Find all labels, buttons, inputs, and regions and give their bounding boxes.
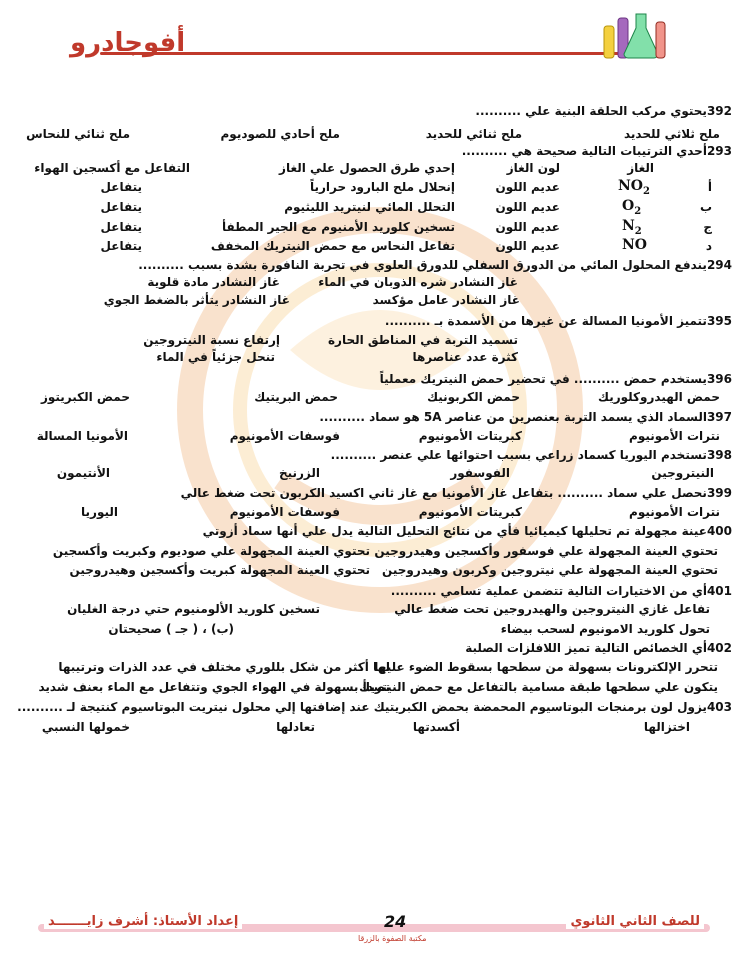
question-398: 398تستخدم اليوريا كسماد زراعي بسبب احتوائها علي عنصر .......... <box>330 448 732 462</box>
q399-option-4: اليوريا <box>81 505 118 519</box>
question-395: 395تتميز الأمونيا المسالة عن غيرها من الأسمدة بـ .......... <box>384 314 732 328</box>
q398-option-1: النيتروجين <box>651 466 714 480</box>
q293-row-c-reaction: يتفاعل <box>100 220 142 234</box>
q399-option-3: فوسفات الأمونيوم <box>229 505 340 519</box>
q293-header-method: إحدي طرق الحصول علي الغاز <box>279 161 455 175</box>
q293-row-b-color: عديم اللون <box>495 200 560 214</box>
q403-option-2: أكسدتها <box>412 720 460 734</box>
q294-option-1: غاز النشادر شره الذوبان في الماء <box>318 275 518 289</box>
q293-row-c-gas: $N_2$ <box>622 218 642 237</box>
question-401: 401أي من الاختيارات التالية تتضمن عملية تسامي .......... <box>390 584 732 598</box>
q403-option-4: خمولها النسبي <box>41 720 130 734</box>
q392-option-3: ملح أحادي للصوديوم <box>220 127 340 141</box>
question-403: 403يزول لون برمنجات البوتاسيوم المحمضة بحمض الكبريتيك عند إضافتها إلي محلول نيتريت البوتاسيوم كنتيجة لـ .......... <box>17 700 732 714</box>
q293-row-a-method: إنحلال ملح البارود حرارياً <box>310 180 455 194</box>
q396-option-3: حمض البريتيك <box>254 390 338 404</box>
q392-option-2: ملح ثنائي للحديد <box>425 127 522 141</box>
q401-option-4: (ب) ، ( جـ ) صحيحتان <box>108 622 234 636</box>
q396-option-4: حمض الكبريتوز <box>40 390 130 404</box>
q293-row-a-gas: $NO_2$ <box>618 178 650 197</box>
page-title: أفوجادرو <box>70 28 186 58</box>
q399-option-2: كبريتات الأمونيوم <box>418 505 522 519</box>
q401-option-1: تفاعل غازي النيتروجين والهيدروجين تحت ضغط عالي <box>394 602 710 616</box>
q397-option-2: كبريتات الأمونيوم <box>418 429 522 443</box>
page-number: 24 <box>384 912 407 931</box>
q402-option-4: تصدأ بسهولة في الهواء الجوي وتتفاعل مع الماء بعنف شديد <box>38 680 390 694</box>
q396-option-1: حمض الهيدروكلوريك <box>598 390 720 404</box>
q397-option-4: الأمونيا المسالة <box>36 429 128 443</box>
question-402: 402أي الخصائص التالية تميز اللافلزات الصلبة <box>465 641 732 655</box>
q392-option-4: ملح ثنائي للنحاس <box>26 127 130 141</box>
q293-row-b-reaction: يتفاعل <box>100 200 142 214</box>
q398-option-2: الفوسفور <box>450 466 510 480</box>
q400-option-2: تحتوي العينة المجهولة علي صوديوم وكبريت وأكسجين <box>52 544 370 558</box>
q293-row-b-letter: ب <box>699 200 712 214</box>
q293-row-c-letter: ج <box>703 220 712 234</box>
q395-option-1: تسميد التربة في المناطق الحارة <box>327 333 518 347</box>
q396-option-2: حمض الكربونيك <box>427 390 520 404</box>
q398-option-3: الزرنيخ <box>278 466 320 480</box>
q395-option-2: إرتفاع نسبة النيتروجين <box>143 333 280 347</box>
question-397: 397السماد الذي يسمد التربة بعنصرين من عناصر 5A هو سماد .......... <box>319 410 732 424</box>
question-400: 400عينة مجهولة تم تحليلها كيميائيا فأي من نتائج التحليل التالية يدل علي أنها سماد أزوتي <box>202 524 732 538</box>
q400-option-4: تحتوي العينة المجهولة كبريت وأكسجين وهيدروجين <box>69 563 370 577</box>
q293-header-reaction: التفاعل مع أكسجين الهواء <box>34 161 190 175</box>
q402-option-2: لها أكثر من شكل بللوري مختلف في عدد الذرات وترتيبها <box>58 660 390 674</box>
q293-header-color: لون الغاز <box>506 161 560 175</box>
q395-option-3: كثرة عدد عناصرها <box>412 350 518 364</box>
q293-header-gas: الغاز <box>627 161 654 175</box>
q403-option-1: اختزالها <box>643 720 690 734</box>
q293-row-d-gas: NO <box>622 237 647 253</box>
q293-row-c-color: عديم اللون <box>495 220 560 234</box>
q395-option-4: تنحل جزئياً في الماء <box>156 350 275 364</box>
footer-author: إعداد الأستاذ: أشرف زايـــــــد <box>44 914 242 929</box>
q294-option-3: غاز النشادر عامل مؤكسد <box>372 293 520 307</box>
question-293: 293أحدي الترتيبات التالية صحيحة هي .......... <box>461 144 732 158</box>
page-footer <box>38 912 710 944</box>
q293-row-d-color: عديم اللون <box>495 239 560 253</box>
q293-row-b-method: التحلل المائي لنيتريد الليثيوم <box>284 200 455 214</box>
footer-grade: للصف الثاني الثانوي <box>566 914 704 929</box>
question-392: 392يحتوي مركب الحلقة البنية علي .......... <box>475 104 732 118</box>
q392-option-1: ملح ثلاثي للحديد <box>623 127 720 141</box>
q402-option-3: يتكون علي سطحها طبقة مسامية بالتفاعل مع حمض النيتريك <box>359 680 718 694</box>
q401-option-2: تسخين كلوريد الألومنيوم حتي درجة الغليان <box>67 602 320 616</box>
q293-row-a-color: عديم اللون <box>495 180 560 194</box>
q402-option-1: تتحرر الإلكترونات بسهولة من سطحها بسقوط الضوء عليها <box>374 660 718 674</box>
q398-option-4: الأنتيمون <box>56 466 110 480</box>
q293-row-d-reaction: يتفاعل <box>100 239 142 253</box>
q293-row-d-letter: د <box>705 239 712 253</box>
q293-row-d-method: تفاعل النحاس مع حمض النيتريك المخفف <box>210 239 455 253</box>
footer-library: مكتبة الصفوة بالزرقا <box>358 934 427 943</box>
q403-option-3: تعادلها <box>276 720 315 734</box>
q399-option-1: نترات الأمونيوم <box>629 505 720 519</box>
q294-option-4: غاز النشادر يتأثر بالضغط الجوي <box>103 293 290 307</box>
q293-row-c-method: تسخين كلوريد الأمنيوم مع الجير المطفأ <box>221 220 455 234</box>
q293-row-a-letter: أ <box>707 180 712 194</box>
q397-option-1: نترات الأمونيوم <box>629 429 720 443</box>
q293-row-a-reaction: يتفاعل <box>100 180 142 194</box>
question-396: 396يستخدم حمض .......... في تحضير حمض النيتريك معملياً <box>379 372 732 386</box>
q401-option-3: تحول كلوريد الامونيوم لسحب بيضاء <box>500 622 710 636</box>
lab-flasks-icon <box>600 8 670 60</box>
q293-row-b-gas: $O_2$ <box>622 198 642 217</box>
q397-option-3: فوسفات الأمونيوم <box>229 429 340 443</box>
q294-option-2: غاز النشادر مادة قلوية <box>147 275 280 289</box>
question-294: 294يندفع المحلول المائي من الدورق السفلي للدورق العلوي في تجربة النافورة بشدة بسبب .......... <box>138 258 732 272</box>
q400-option-3: تحتوي العينة المجهولة علي نيتروجين وكربون وهيدروجين <box>382 563 718 577</box>
q400-option-1: تحتوي العينة المجهولة علي فوسفور وأكسجين وهيدروجين <box>374 544 718 558</box>
question-399: 399نحصل علي سماد .......... بتفاعل غاز الأمونيا مع غاز ثاني اكسيد الكربون تحت ضغط عالي <box>180 486 732 500</box>
